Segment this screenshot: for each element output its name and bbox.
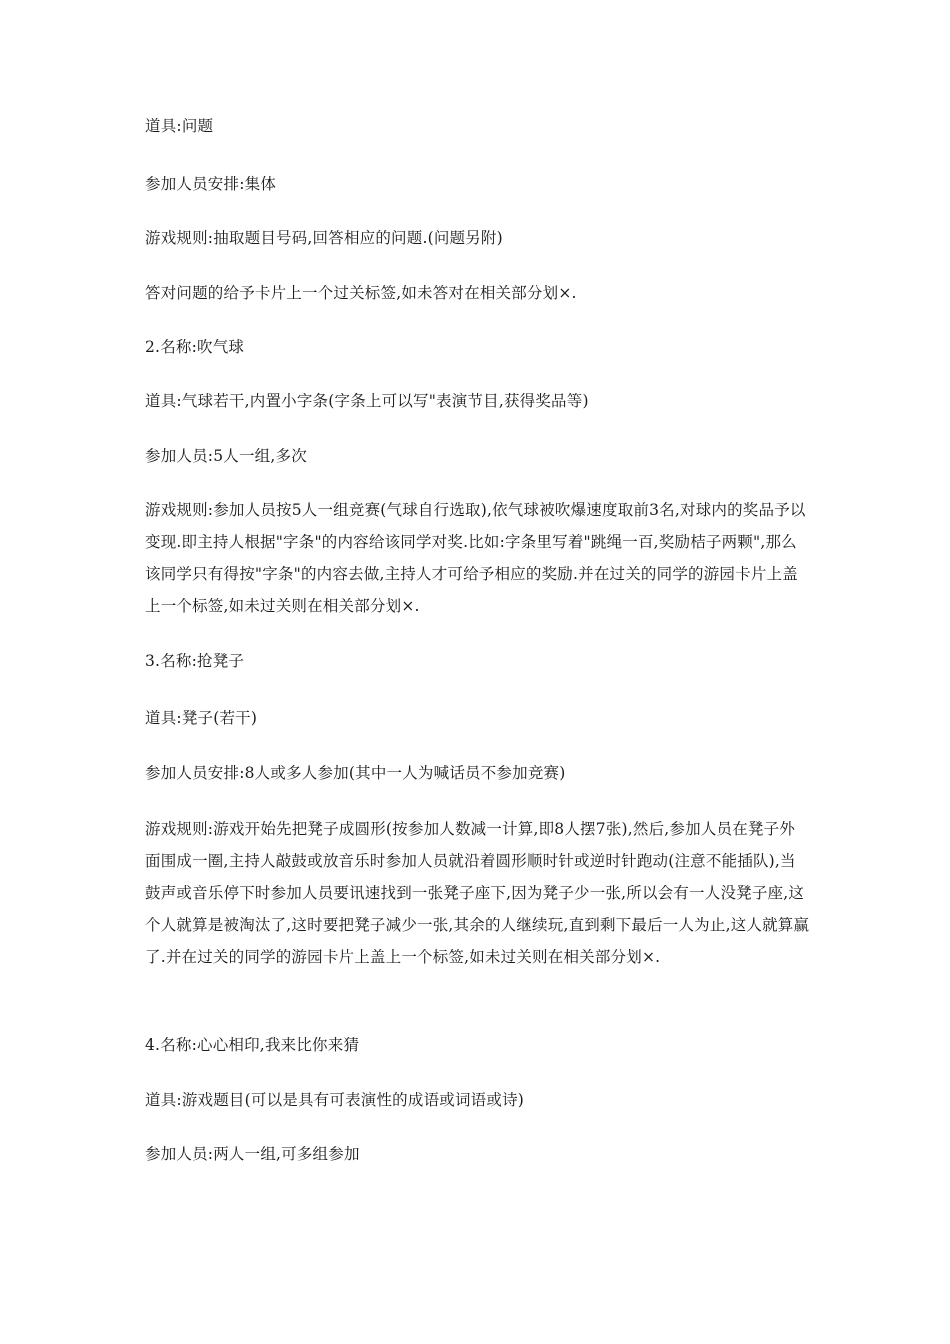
rules-note-1: 答对问题的给予卡片上一个过关标签,如未答对在相关部分划×. — [145, 284, 577, 302]
game-3-title: 3.名称:抢凳子 — [145, 652, 245, 670]
props-line-1: 道具:问题 — [145, 117, 214, 135]
props-line-3: 道具:凳子(若干) — [145, 709, 258, 727]
rules-paragraph-3: 游戏规则:游戏开始先把凳子成圆形(按参加人数减一计算,即8人摆7张),然后,参加人员在凳子外面围成一圈,主持人敲鼓或放音乐时参加人员就沿着圆形顺时针或逆时针跑动(注意不能插队),当鼓声或音乐停下时参加人员要讯速找到一张凳子座下,因为凳子少一张,所以会有一人没凳子座,这个人就算是被淘汰了,这时要把凳子减少一张,其余的人继续玩,直到剩下最后一人为止,这人就算赢了.并在过关的同学的游园卡片上盖上一个标签,如未过关则在相关部分划×. — [145, 820, 810, 966]
props-line-2: 道具:气球若干,内置小字条(字条上可以写"表演节目,获得奖品等) — [145, 392, 589, 410]
rules-line-1: 游戏规则:抽取题目号码,回答相应的问题.(问题另附) — [145, 229, 503, 247]
participants-line-2: 参加人员:5人一组,多次 — [145, 447, 307, 465]
props-line-4: 道具:游戏题目(可以是具有可表演性的成语或词语或诗) — [145, 1091, 525, 1109]
participants-line-1: 参加人员安排:集体 — [145, 175, 277, 193]
participants-line-4: 参加人员:两人一组,可多组参加 — [145, 1145, 360, 1163]
game-2-title: 2.名称:吹气球 — [145, 338, 245, 356]
participants-line-3: 参加人员安排:8人或多人参加(其中一人为喊话员不参加竞赛) — [145, 764, 566, 782]
rules-paragraph-2: 游戏规则:参加人员按5人一组竞赛(气球自行选取),依气球被吹爆速度取前3名,对球内的奖品予以变现.即主持人根据"字条"的内容给该同学对奖.比如:字条里写着"跳绳一百,奖励桔子两颗",那么该同学只有得按"字条"的内容去做,主持人才可给予相应的奖励.并在过关的同学的游园卡片上盖上一个标签,如未过关则在相关部分划×. — [145, 501, 806, 615]
game-4-title: 4.名称:心心相印,我来比你来猜 — [145, 1036, 360, 1054]
